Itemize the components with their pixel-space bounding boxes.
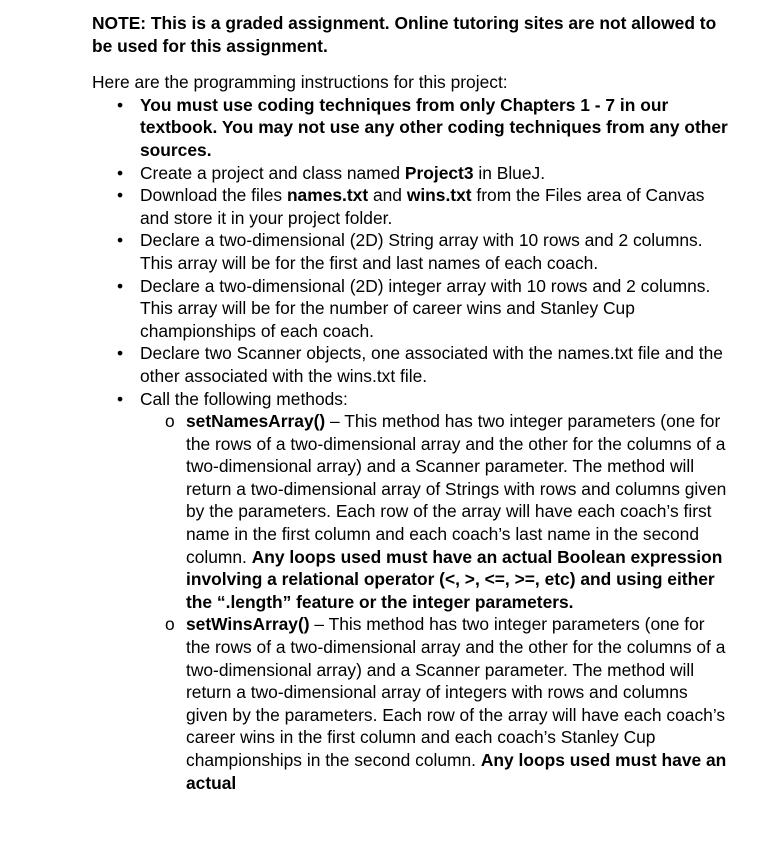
bullet-icon: • [117, 388, 124, 409]
method-name: setNamesArray() [186, 411, 326, 432]
loop-requirement: Any loops used must have an actual [186, 750, 727, 793]
list-item [92, 229, 732, 274]
graded-assignment-note: NOTE: This is a graded assignment. Online tutoring sites are not allowed to be used for this assignment. [92, 13, 717, 56]
list-item [92, 342, 732, 387]
list-item [92, 388, 732, 795]
wins-file: wins.txt [406, 185, 472, 206]
item-text: Call the following methods: [140, 388, 348, 409]
item-text: and [368, 185, 407, 206]
instructions-intro: Here are the programming instructions for this project: [92, 72, 508, 93]
bullet-icon: • [117, 275, 124, 296]
item-text: from the Files area of Canvas and store it in your project folder. [140, 185, 705, 228]
class-name: Project3 [404, 162, 474, 183]
item-text: in BlueJ. [473, 162, 546, 183]
bullet-icon: • [117, 343, 124, 364]
bullet-icon: • [117, 94, 124, 115]
bullet-icon: • [117, 230, 124, 251]
list-item [92, 162, 732, 185]
item-text: Declare a two-dimensional (2D) String array with 10 rows and 2 columns. This array will be for the first and last names of each coach. [140, 230, 703, 273]
loop-requirement: Any loops used must have an actual Boolean expression involving a relational operator (<, >, <=, >=, etc) and using either the “.length” feature or the integer parameters. [186, 546, 723, 612]
method-description: – This method has two integer parameters (one for the rows of a two-dimensional array and the other for the columns of a two-dimensional array) and a Scanner parameter. The method will return a two-dimensional array of integers with rows and columns given by the parameters. Each row of the array will have each coach’s career wins in the first column and each coach’s Stanley Cup championships in the second column. [186, 614, 726, 770]
method-description: – This method has two integer parameters (one for the rows of a two-dimensional array and the other for the columns of a two-dimensional array) and a Scanner parameter. The method will return a two-dimensional array of Strings with rows and columns given by the parameters. Each row of the array will have each coach’s first name in the first column and each coach’s last name in the second column. [186, 411, 727, 567]
method-item [140, 613, 732, 794]
list-item [92, 184, 732, 229]
item-text: Declare two Scanner objects, one associated with the names.txt file and the other associated with the wins.txt file. [140, 343, 723, 386]
bullet-icon: • [117, 185, 124, 206]
item-text: Download the files [140, 185, 287, 206]
list-item [92, 275, 732, 343]
method-list [140, 410, 732, 794]
chapters-restriction: You must use coding techniques from only Chapters 1 - 7 in our textbook. You may not use any other coding techniques from any other sources. [140, 94, 728, 160]
item-text: Create a project and class named [140, 162, 405, 183]
item-text: Declare a two-dimensional (2D) integer array with 10 rows and 2 columns. This array will be for the number of career wins and Stanley Cup championships of each coach. [140, 275, 711, 341]
instruction-list [92, 94, 732, 794]
method-name: setWinsArray() [186, 614, 310, 635]
sub-bullet-icon: o [165, 411, 175, 432]
method-item [140, 410, 732, 613]
names-file: names.txt [286, 185, 369, 206]
list-item [92, 94, 732, 162]
bullet-icon: • [117, 162, 124, 183]
sub-bullet-icon: o [165, 614, 175, 635]
assignment-document [92, 12, 732, 794]
